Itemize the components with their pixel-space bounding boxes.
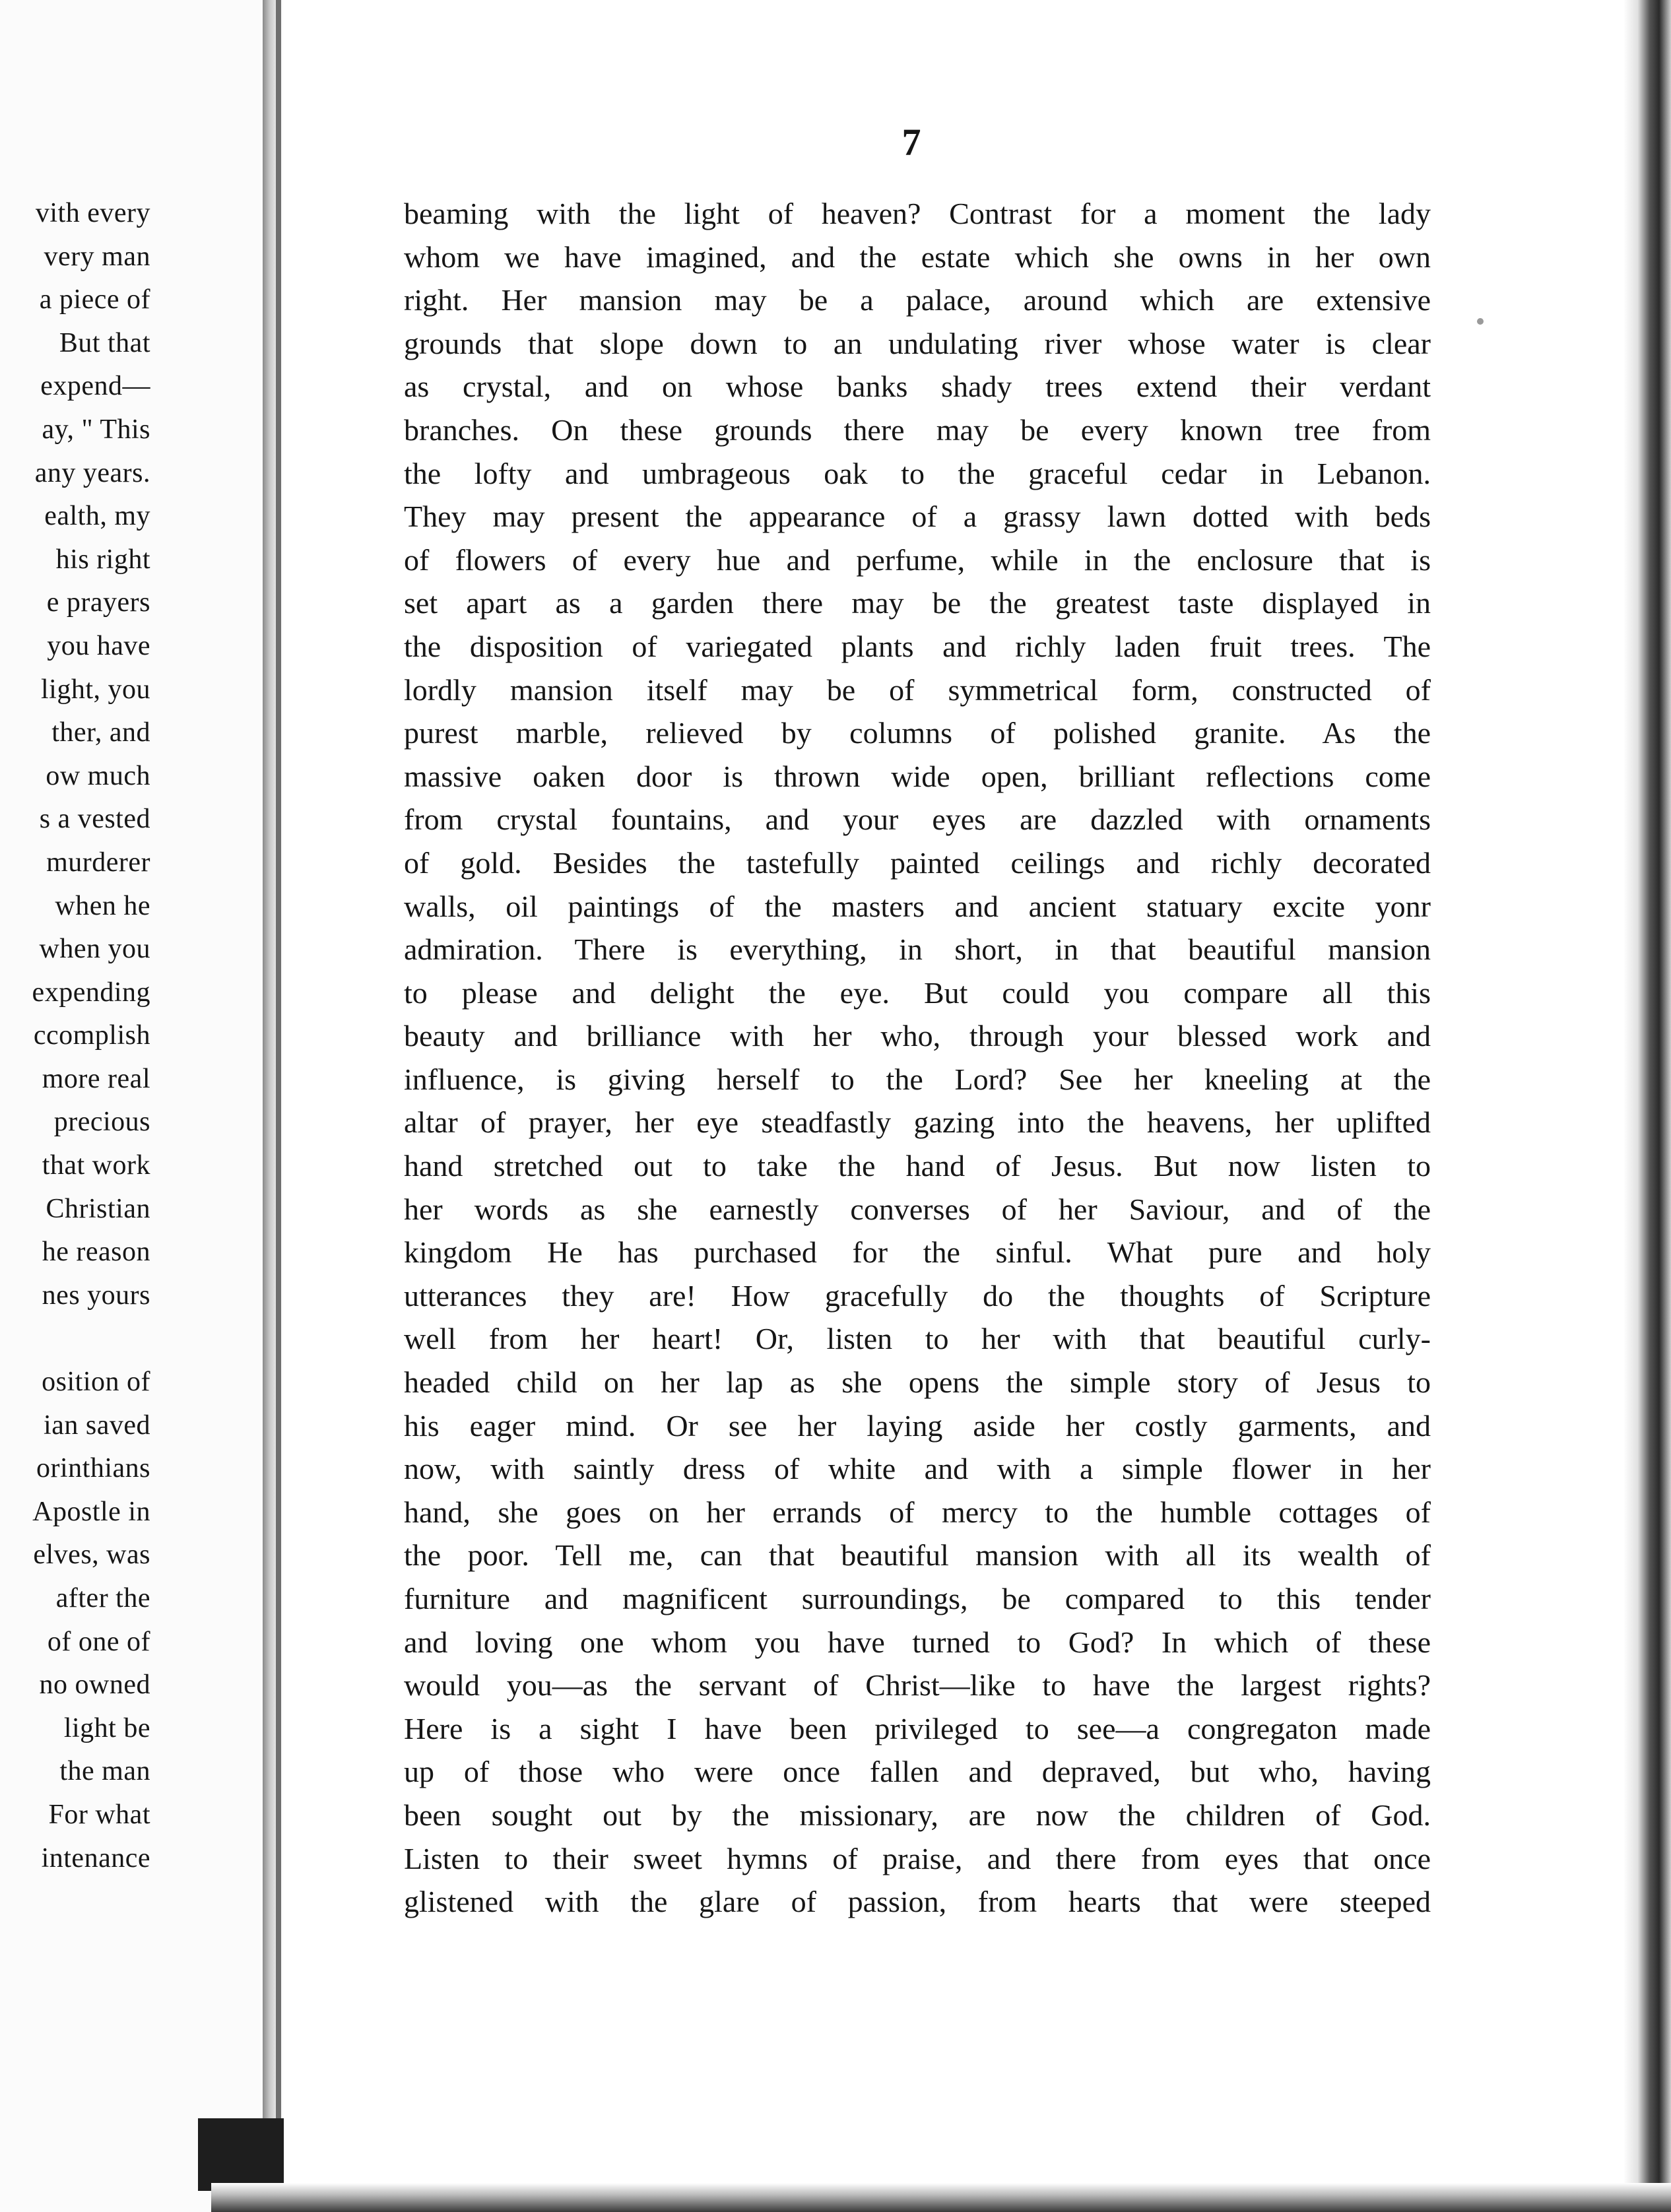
text-line: grounds that slope down to an undulating river whose water is clear bbox=[404, 326, 1431, 360]
left-page-line: For what bbox=[48, 1799, 150, 1830]
text-line: utterances they are! How gracefully do the thoughts of Scripture bbox=[404, 1278, 1431, 1313]
left-page-line: any years. bbox=[34, 457, 150, 488]
text-line: well from her heart! Or, listen to her with that beautiful curly- bbox=[404, 1322, 1431, 1356]
text-line: of gold. Besides the tastefully painted ceilings and richly decorated bbox=[404, 845, 1431, 880]
left-page-line: light be bbox=[63, 1712, 150, 1743]
text-line: furniture and magnificent surroundings, be compared to this tender bbox=[404, 1582, 1431, 1615]
left-page-line: Christian bbox=[46, 1193, 150, 1224]
text-line: his eager mind. Or see her laying aside her costly garments, and bbox=[404, 1408, 1431, 1443]
left-page-line bbox=[32, 1317, 150, 1361]
text-line: the disposition of variegated plants and richly laden fruit trees. The bbox=[404, 629, 1431, 663]
left-page-line: nes yours bbox=[42, 1280, 150, 1311]
text-line: altar of prayer, her eye steadfastly gazing into the heavens, her uplifted bbox=[404, 1105, 1431, 1140]
left-page-line: after the bbox=[55, 1583, 150, 1613]
text-line: influence, is giving herself to the Lord? See her kneeling at the bbox=[404, 1062, 1431, 1096]
left-page-line: intenance bbox=[41, 1842, 150, 1873]
left-page-line: very man bbox=[44, 241, 150, 272]
left-page-line: osition of bbox=[42, 1367, 150, 1398]
binding-gutter-line bbox=[276, 0, 281, 2212]
text-line: beaming with the light of heaven? Contrast for a moment the lady bbox=[404, 197, 1431, 230]
text-line: the lofty and umbrageous oak to the graceful cedar in Lebanon. bbox=[404, 456, 1431, 490]
left-page-line: elves, was bbox=[33, 1540, 150, 1571]
text-line: admiration. There is everything, in short, in that beautiful mansion bbox=[404, 932, 1431, 967]
left-page-line: murderer bbox=[46, 847, 150, 878]
left-page-line: that work bbox=[42, 1150, 150, 1181]
text-line: whom we have imagined, and the estate which she owns in her own bbox=[404, 240, 1431, 274]
text-line: beauty and brilliance with her who, through your blessed work and bbox=[404, 1019, 1431, 1053]
scan-bottom-edge bbox=[211, 2183, 1671, 2212]
left-page-line: ther, and bbox=[51, 717, 150, 748]
text-line: Listen to their sweet hymns of praise, and there from eyes that once bbox=[404, 1841, 1431, 1875]
left-facing-page bbox=[0, 0, 264, 2212]
left-page-line: you have bbox=[47, 630, 150, 661]
text-line: to please and delight the eye. But could you compare all this bbox=[404, 975, 1431, 1010]
left-page-line: his right bbox=[55, 544, 150, 575]
left-page-line: orinthians bbox=[36, 1453, 150, 1484]
page-number: 7 bbox=[901, 121, 921, 164]
text-line: massive oaken door is thrown wide open, brilliant reflections come bbox=[404, 759, 1431, 793]
left-page-line: ian saved bbox=[44, 1410, 150, 1441]
left-page-line: expend— bbox=[40, 371, 150, 402]
left-page-line: e prayers bbox=[46, 587, 150, 618]
text-line: of flowers of every hue and perfume, while in the enclosure that is bbox=[404, 542, 1431, 577]
text-line: purest marble, relieved by columns of polished granite. As the bbox=[404, 716, 1431, 750]
left-page-line: expending bbox=[32, 977, 150, 1008]
text-line: the poor. Tell me, can that beautiful mansion with all its wealth of bbox=[404, 1538, 1431, 1573]
text-line: Here is a sight I have been privileged to see—a congregaton made bbox=[404, 1711, 1431, 1745]
page-body-text bbox=[404, 192, 1431, 1924]
text-line: lordly mansion itself may be of symmetrical form, constructed of bbox=[404, 672, 1431, 707]
left-page-line: ealth, my bbox=[44, 501, 150, 532]
left-page-line: of one of bbox=[47, 1626, 150, 1657]
text-line: kingdom He has purchased for the sinful. What pure and holy bbox=[404, 1235, 1431, 1270]
text-line: as crystal, and on whose banks shady trees extend their verdant bbox=[404, 370, 1431, 404]
binding-corner-shadow bbox=[198, 2118, 297, 2191]
text-line: branches. On these grounds there may be every known tree from bbox=[404, 412, 1431, 447]
left-page-line: s a vested bbox=[39, 804, 150, 835]
left-page-line: precious bbox=[53, 1107, 150, 1138]
text-line: would you—as the servant of Christ—like to have the largest rights? bbox=[404, 1668, 1431, 1703]
text-line: up of those who were once fallen and depraved, but who, having bbox=[404, 1755, 1431, 1789]
left-page-line: the man bbox=[59, 1756, 150, 1787]
text-line: her words as she earnestly converses of her Saviour, and of the bbox=[404, 1192, 1431, 1226]
text-line: hand, she goes on her errands of mercy to the humble cottages of bbox=[404, 1495, 1431, 1529]
text-line: walls, oil paintings of the masters and ancient statuary excite yonr bbox=[404, 889, 1431, 923]
left-page-line: he reason bbox=[42, 1237, 150, 1268]
left-page-line: when he bbox=[55, 890, 150, 921]
scan-right-edge bbox=[1623, 0, 1671, 2212]
left-page-line: when you bbox=[39, 934, 150, 965]
text-line: from crystal fountains, and your eyes are dazzled with ornaments bbox=[404, 802, 1431, 837]
scan-speck bbox=[1477, 318, 1484, 325]
left-page-line: Apostle in bbox=[32, 1496, 150, 1527]
text-line: and loving one whom you have turned to God? In which of these bbox=[404, 1625, 1431, 1659]
left-page-line: vith every bbox=[35, 198, 150, 228]
text-line: They may present the appearance of a grassy lawn dotted with beds bbox=[404, 500, 1431, 534]
text-line: headed child on her lap as she opens the simple story of Jesus to bbox=[404, 1365, 1431, 1400]
left-page-line: ow much bbox=[46, 760, 150, 791]
text-line: hand stretched out to take the hand of Jesus. But now listen to bbox=[404, 1149, 1431, 1183]
text-line: been sought out by the missionary, are now the children of God. bbox=[404, 1798, 1431, 1832]
left-page-line: light, you bbox=[40, 674, 150, 705]
left-page-line: ay, " This bbox=[42, 414, 150, 445]
left-page-line: more real bbox=[42, 1063, 150, 1094]
left-page-text bbox=[32, 192, 150, 1880]
text-line: now, with saintly dress of white and with a simple flower in her bbox=[404, 1452, 1431, 1486]
text-line: set apart as a garden there may be the greatest taste displayed in bbox=[404, 586, 1431, 620]
left-page-line: no owned bbox=[39, 1670, 150, 1701]
left-page-line: But that bbox=[59, 327, 150, 358]
text-line: right. Her mansion may be a palace, around which are extensive bbox=[404, 283, 1431, 317]
left-page-line: a piece of bbox=[39, 284, 150, 315]
left-page-line: ccomplish bbox=[33, 1020, 150, 1051]
text-line: glistened with the glare of passion, from hearts that were steeped bbox=[404, 1885, 1431, 1919]
